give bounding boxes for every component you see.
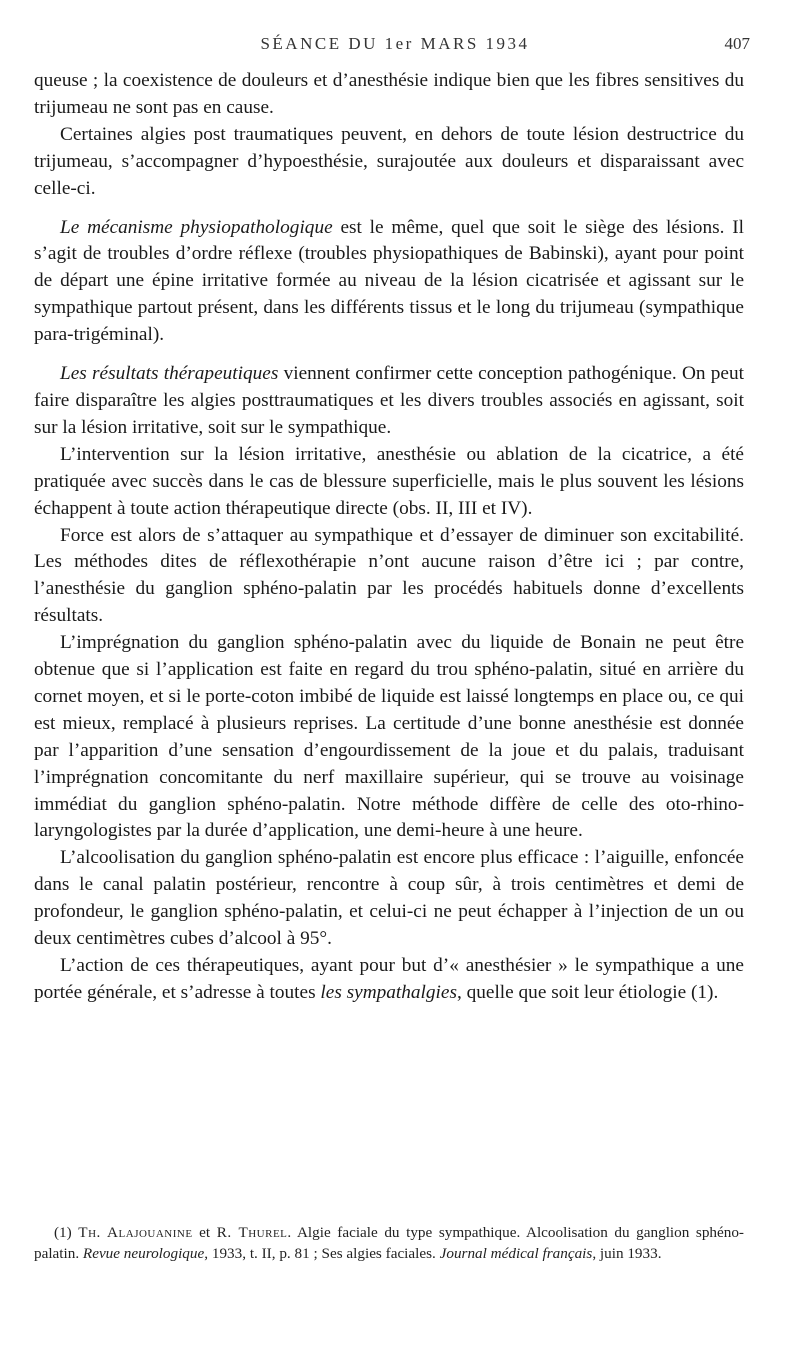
paragraph-p7	[34, 630, 744, 845]
paragraph-p5	[34, 442, 744, 523]
paragraph-text: Certaines algies post traumatiques peuvent, en dehors de toute lésion destructrice du trijumeau, s’accompagner d’hypoesthésie, surajoutée aux douleurs et disparaissant avec celle-ci.	[34, 123, 744, 199]
paragraph-text: L’alcoolisation du ganglion sphéno-palatin est encore plus efficace : l’aiguille, enfoncée dans le canal palatin postérieur, rencontre à coup sûr, à trois centimètres et demi de profondeur, le ganglion sphéno-palatin, et celui-ci ne peut échapper à l’injection de un ou deux centimètres cubes d’alcool à 95°.	[34, 847, 744, 950]
journal-title: Revue neurologique	[82, 1245, 205, 1262]
journal-title: Journal médical français	[439, 1245, 593, 1262]
footnote-text: , juin 1933.	[592, 1245, 662, 1262]
footnote	[34, 1222, 744, 1264]
paragraph-text: viennent confirmer cette conception pathogénique. On peut faire disparaître les algies posttraumatiques et les divers troubles associés en agissant, soit sur la lésion irritative, soit sur le sympathique.	[34, 363, 744, 438]
body-text	[34, 68, 744, 1007]
paragraph-p8	[34, 845, 744, 953]
paragraph-p4	[34, 361, 744, 442]
footnote-text: , 1933, t. II, p. 81 ; Ses algies faciales.	[204, 1245, 440, 1262]
footnote-text: et	[192, 1224, 217, 1241]
paragraph-text: , quelle que soit leur étiologie (1).	[456, 981, 719, 1003]
paragraph-text: Force est alors de s’attaquer au sympathique et d’essayer de diminuer son excitabilité. Les méthodes dites de réflexothérapie n’ont aucune raison d’être ici ; par contre, l’anesthésie du ganglion sphéno-palatin par les procédés habituels donne d’excellents résultats.	[34, 524, 744, 627]
paragraph-p2	[34, 122, 744, 203]
author-name: Th. Alajouanine	[78, 1224, 193, 1241]
author-name: R. Thurel	[216, 1224, 288, 1241]
paragraph-text: queuse ; la coexistence de douleurs et d’anesthésie indique bien que les fibres sensitives du trijumeau ne sont pas en cause.	[34, 70, 744, 118]
emphasis-text: les sympathalgies	[320, 981, 457, 1003]
paragraph-text: L’intervention sur la lésion irritative, anesthésie ou ablation de la cicatrice, a été pratiquée avec succès dans le cas de blessure superficielle, mais le plus souvent les lésions échappent à toute action thérapeutique directe (obs. II, III et IV).	[34, 443, 744, 519]
emphasis-text: Les résultats thérapeutiques	[60, 363, 279, 385]
paragraph-p6	[34, 523, 744, 631]
paragraph-p1	[34, 68, 744, 122]
running-head	[40, 34, 750, 58]
paragraph-text: L’action de ces thérapeutiques, ayant pour but d’« anesthésier » le sympathique a une portée générale, et s’adresse à toutes	[34, 955, 744, 1003]
paragraph-p9	[34, 953, 744, 1007]
page-number: 407	[724, 34, 750, 53]
footnote-text: . Algie faciale du type sympathique. Alcoolisation du ganglion sphéno-palatin.	[34, 1224, 744, 1262]
running-title: SÉANCE DU 1er MARS 1934	[260, 34, 530, 53]
paragraph-text: L’imprégnation du ganglion sphéno-palatin avec du liquide de Bonain ne peut être obtenue que si l’application est faite en regard du trou sphéno-palatin, situé en arrière du cornet moyen, et si le porte-coton imbibé de liquide est laissé longtemps en place ou, ce qui est mieux, remplacé à plusieurs reprises. La certitude d’une bonne anesthésie est donnée par l’apparition d’une sensation d’engourdissement de la joue et du palais, traduisant l’imprégnation concomitante du nerf maxillaire supérieur, qui se trouve au voisinage immédiat du ganglion sphéno-palatin. Notre méthode diffère de celle des oto-rhino-laryngologistes par la durée d’application, une demi-heure à une heure.	[34, 632, 744, 842]
paragraph-p3	[34, 215, 744, 350]
emphasis-text: Le mécanisme physiopathologique	[60, 216, 333, 238]
paragraph-text: est le même, quel que soit le siège des lésions. Il s’agit de troubles d’ordre réflexe (troubles physiopathiques de Babinski), ayant pour point de départ une épine irritative formée au niveau de la lésion cicatrisée et agissant sur le sympathique partout présent, dans les différents tissus et le long du trijumeau (sympathique para-trigéminal).	[34, 216, 744, 346]
footnote-text: (1)	[54, 1224, 79, 1241]
